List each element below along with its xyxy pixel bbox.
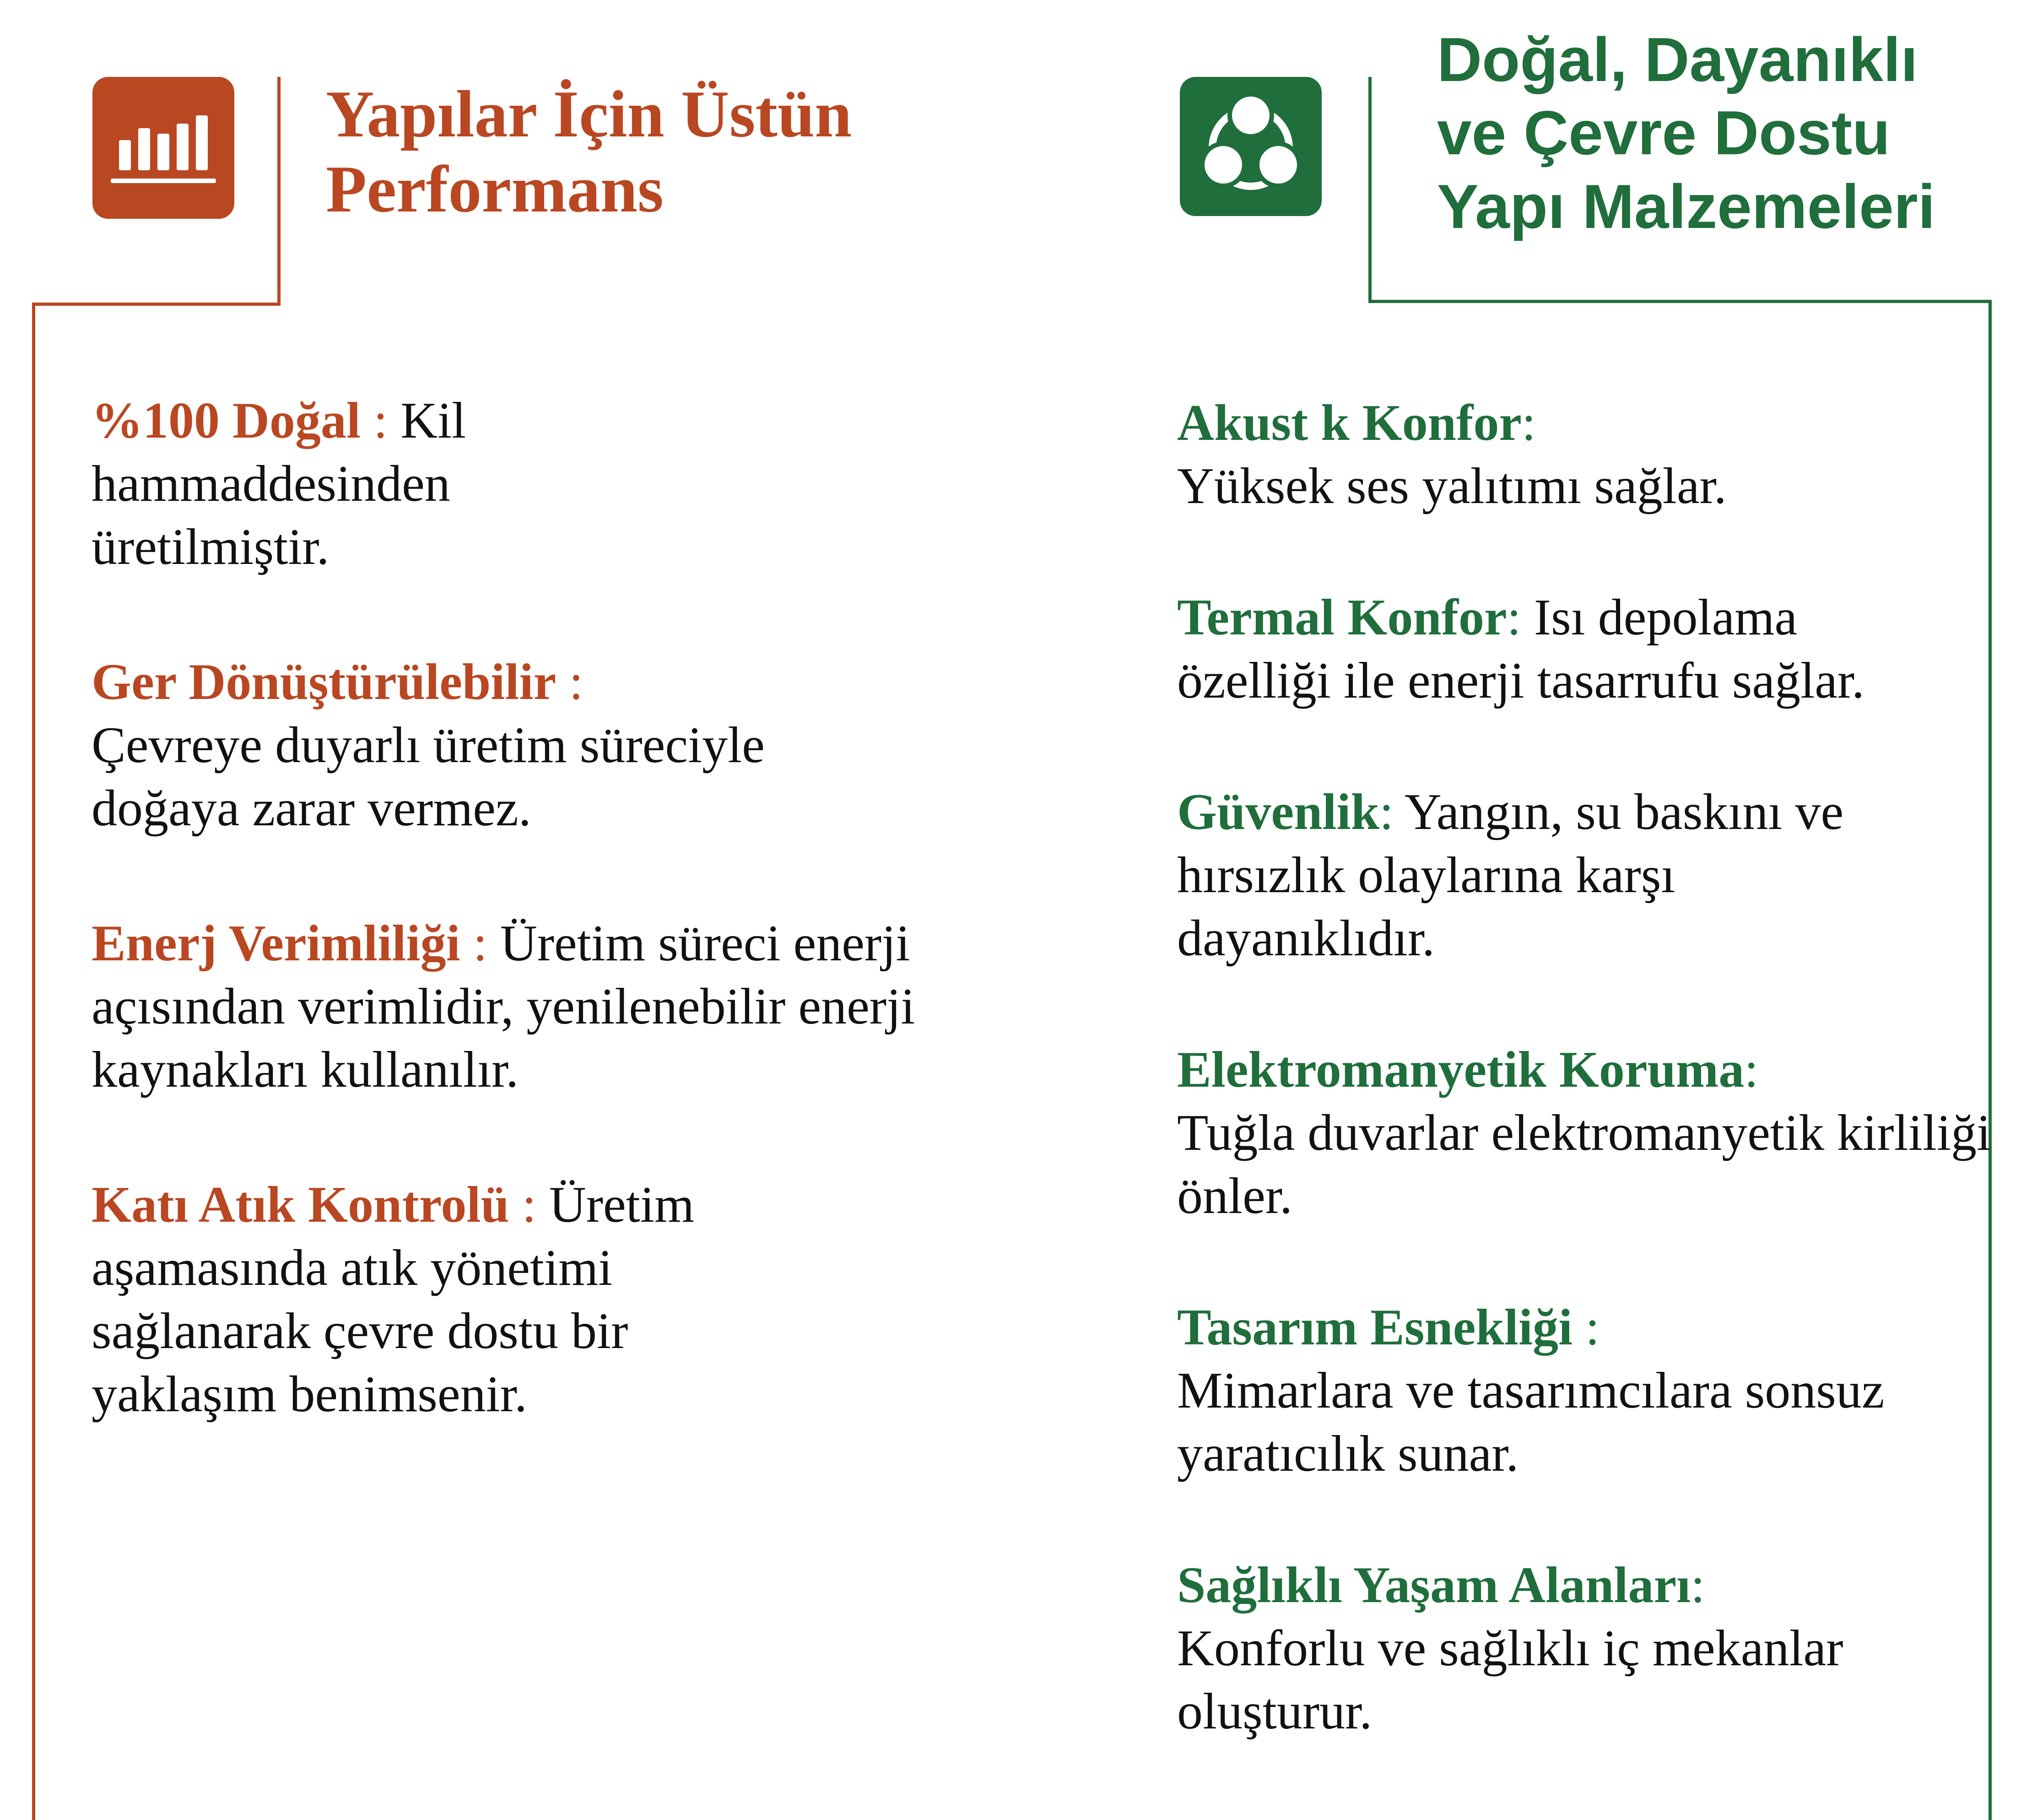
right-title: [1437, 23, 2014, 243]
right-frame-top: [1368, 300, 1992, 303]
feature-energy-efficiency: Enerj Verimliliği : Üretim süreci enerji açısından verimlidir, yenilenebilir enerji kaynakları kullanılır.: [92, 915, 915, 1098]
feature-desc: Çevreye duyarlı üretim süreciyle doğaya zarar vermez.: [92, 717, 765, 837]
bar-chart-icon: [92, 77, 234, 219]
right-title-line3: Yapı Malzemeleri: [1437, 171, 1935, 241]
feature-desc: Yangın, su baskını ve hırsızlık olaylarına karşı dayanıklıdır.: [1177, 784, 1844, 967]
feature-term: Ger Dönüştürülebilir: [92, 654, 557, 710]
right-header-divider: [1368, 77, 1372, 303]
feature-recyclable: Ger Dönüştürülebilir : Çevreye duyarlı üretim süreciyle doğaya zarar vermez.: [92, 654, 765, 837]
left-header-divider: [277, 77, 281, 306]
feature-em-protection: Elektromanyetik Koruma: Tuğla duvarlar elektromanyetik kirliliği önler.: [1177, 1041, 1991, 1224]
feature-desc: Isı depolama özelliği ile enerji tasarrufu sağlar.: [1177, 589, 1865, 709]
feature-design-flexibility: Tasarım Esnekliği : Mimarlara ve tasarımcılara sonsuz yaratıcılık sunar.: [1177, 1299, 1885, 1482]
feature-safety: Güvenlik: Yangın, su baskını ve hırsızlık olaylarına karşı dayanıklıdır.: [1177, 784, 1844, 967]
feature-term: Tasarım Esnekliği: [1177, 1299, 1573, 1356]
right-title-line1: Doğal, Dayanıklı: [1437, 25, 1918, 94]
feature-solid-waste: Katı Atık Kontrolü : Üretim aşamasında atık yönetimi sağlanarak çevre dostu bir yaklaşım benimsenir.: [92, 1176, 695, 1423]
right-title-line2: ve Çevre Dostu: [1437, 98, 1891, 168]
right-feature-list: [1177, 391, 2001, 1811]
feature-acoustic: Akust k Konfor: Yüksek ses yalıtımı sağlar.: [1177, 395, 1727, 515]
feature-desc: Tuğla duvarlar elektromanyetik kirliliği önler.: [1177, 1105, 1991, 1224]
feature-healthy-living: Sağlıklı Yaşam Alanları: Konforlu ve sağlıklı iç mekanlar oluşturur.: [1177, 1557, 1843, 1740]
left-feature-list: [92, 389, 1126, 1498]
feature-term: Termal Konfor: [1177, 589, 1507, 646]
left-frame-side: [32, 303, 35, 1820]
feature-term: Enerj Verimliliği: [92, 915, 460, 972]
feature-term: Akust k Konfor: [1177, 395, 1522, 451]
feature-desc: Üretim aşamasında atık yönetimi sağlanarak çevre dostu bir yaklaşım benimsenir.: [92, 1176, 695, 1423]
left-title-line1: Yapılar İçin Üstün: [326, 77, 852, 151]
feature-desc: Yüksek ses yalıtımı sağlar.: [1177, 458, 1727, 515]
feature-thermal: Termal Konfor: Isı depolama özelliği ile enerji tasarrufu sağlar.: [1177, 589, 1865, 709]
feature-desc: Mimarlara ve tasarımcılara sonsuz yaratıcılık sunar.: [1177, 1362, 1885, 1482]
feature-term: Katı Atık Kontrolü: [92, 1176, 509, 1233]
left-title-line2: Performans: [326, 152, 664, 226]
feature-term: %100 Doğal: [92, 392, 361, 449]
left-title: [326, 77, 1058, 227]
feature-natural: %100 Doğal : Kil hammaddesinden üretilmiştir.: [92, 392, 466, 575]
feature-desc: Konforlu ve sağlıklı iç mekanlar oluşturur.: [1177, 1620, 1843, 1740]
left-frame-top: [32, 303, 281, 306]
feature-term: Elektromanyetik Koruma: [1177, 1041, 1745, 1098]
feature-desc: Kil hammaddesinden üretilmiştir.: [92, 392, 466, 575]
feature-term: Sağlıklı Yaşam Alanları: [1177, 1557, 1691, 1614]
feature-term: Güvenlik: [1177, 784, 1379, 840]
feature-desc: Üretim süreci enerji açısından verimlidir, yenilenebilir enerji kaynakları kullanılır.: [92, 915, 915, 1098]
recycle-circles-icon: [1180, 77, 1322, 216]
